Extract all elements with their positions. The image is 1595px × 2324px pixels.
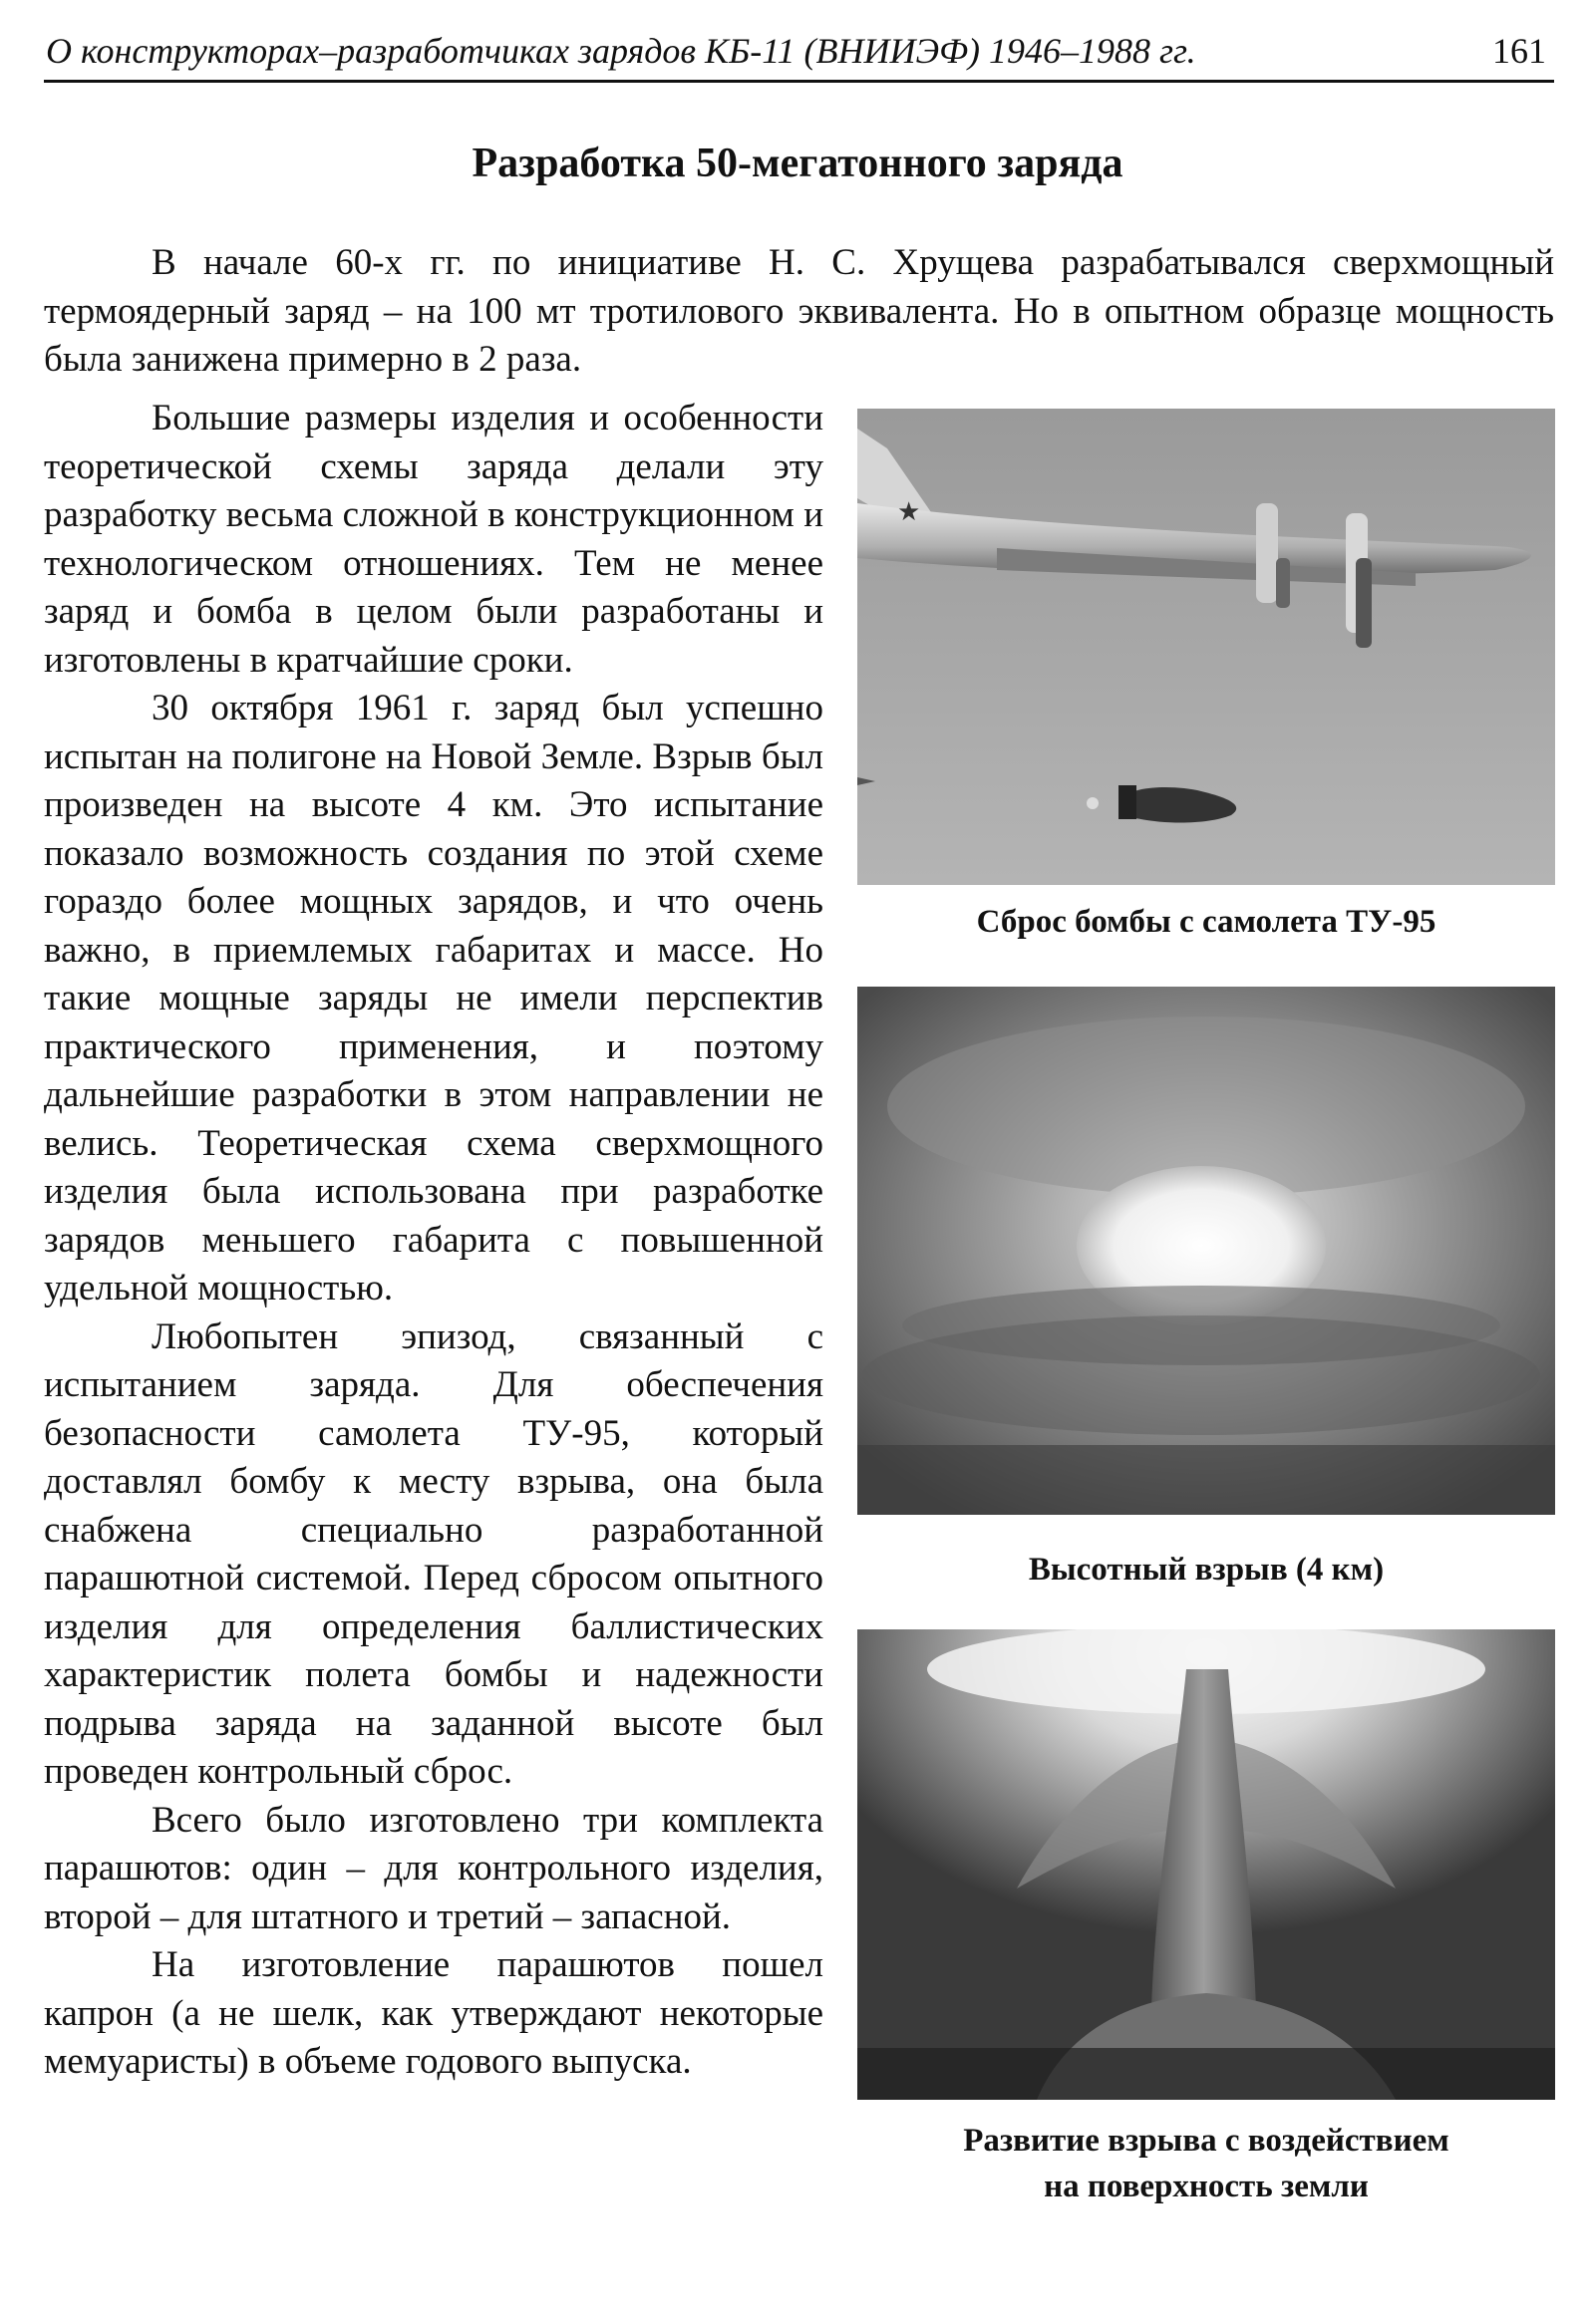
figure-bomber: [857, 409, 1555, 945]
figure-caption: Высотный взрыв (4 км): [1028, 1552, 1385, 1588]
paragraph: Любопытен эпизод, связанный с испытанием заряда. Для обеспечения безопасности самолета ТУ-95, который доставлял бомбу к месту взрыва, она была снабжена специально разработанной парашютной системой. Перед сбросом опытного изделия для определения баллистических характеристик полета бомбы и надежности подрыва заряда на заданной высоте был проведен контрольный сброс.: [44, 1315, 823, 1792]
high-altitude-explosion-photo: [857, 987, 1555, 1515]
left-text-column: [44, 395, 823, 2087]
svg-text:★: ★: [897, 497, 921, 527]
intro-paragraph: В начале 60-х гг. по инициативе Н. С. Хрущева разрабатывался сверхмощный термоядерный заряд – на 100 мт тротилового эквивалента. Но в опытном образце мощность была занижена примерно в 2 раза.: [44, 242, 1554, 380]
paragraph: Большие размеры изделия и особенности теоретической схемы заряда делали эту разработку весьма сложной в конструкционном и технологическом отношениях. Тем не менее заряд и бомба в целом были разработаны и изготовлены в кратчайшие сроки.: [44, 398, 823, 681]
running-title: О конструкторах–разработчиках зарядов КБ-11 (ВНИИЭФ) 1946–1988 гг.: [46, 31, 1196, 71]
page-number: 161: [1492, 31, 1546, 71]
mushroom-cloud-photo: [857, 1629, 1555, 2100]
figure-caption-line: Развитие взрыва с воздействием: [963, 2123, 1449, 2159]
page-header: [44, 28, 1554, 83]
section-title: Разработка 50-мегатонного заряда: [472, 141, 1123, 186]
paragraph: Всего было изготовлено три комплекта парашютов: один – для контрольного изделия, второй – для штатного и третий – запасной.: [44, 1799, 823, 1937]
paragraph: 30 октября 1961 г. заряд был успешно испытан на полигоне на Новой Земле. Взрыв был произведен на высоте 4 км. Это испытание показало возможность создания по этой схеме гораздо более мощных зарядов, и что очень важно, в приемлемых габаритах и массе. Но такие мощные заряды не имели перспектив практического применения, и поэтому дальнейшие разработки в этом направлении не велись. Теоретическая схема сверхмощного изделия была использована при разработке зарядов меньшего габарита с повышенной удельной мощностью.: [44, 688, 823, 1308]
paragraph: На изготовление парашютов пошел капрон (а не шелк, как утверждают некоторые мемуаристы) в объеме годового выпуска.: [44, 1944, 823, 2082]
figure-explosion: [857, 987, 1555, 1593]
figure-caption-line: на поверхность земли: [1044, 2169, 1369, 2204]
figure-caption: Сброс бомбы с самолета ТУ-95: [976, 904, 1436, 940]
figure-mushroom: [857, 1629, 1555, 2209]
bomber-drop-photo: [857, 409, 1555, 885]
